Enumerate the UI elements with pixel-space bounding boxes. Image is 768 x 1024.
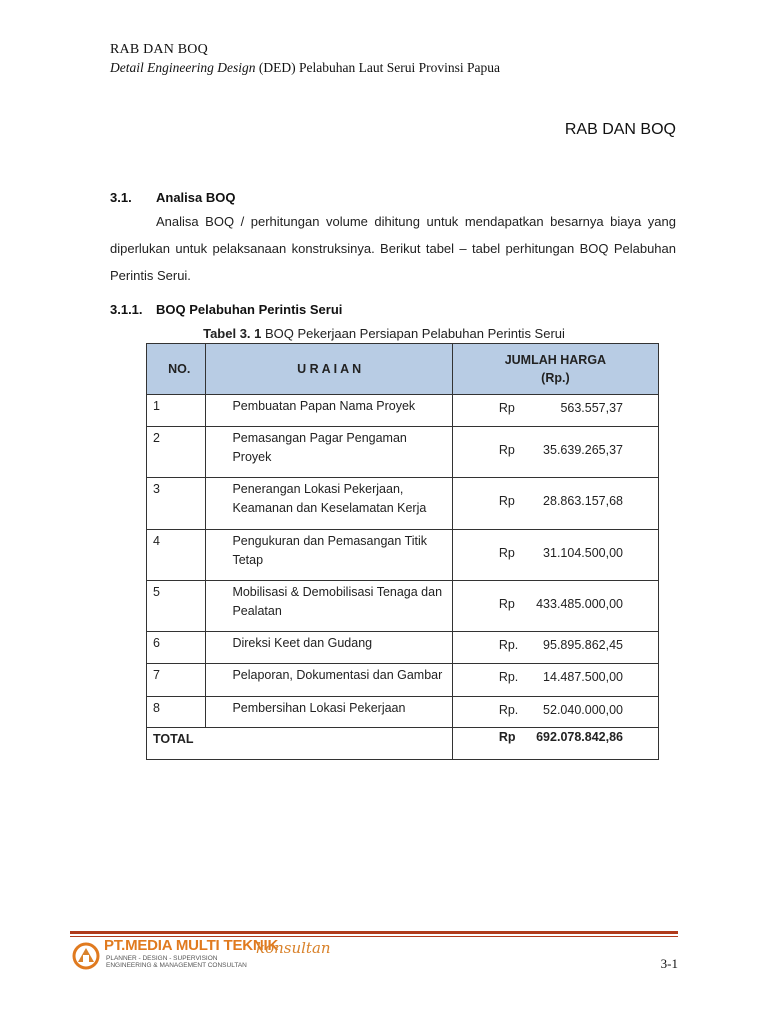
row-currency: Rp xyxy=(498,597,515,611)
row-amount: 31.104.500,00 xyxy=(543,546,623,560)
row-description: Penerangan Lokasi Pekerjaan, Keamanan dan Keselamatan Kerja xyxy=(206,478,452,530)
row-amount: 433.485.000,00 xyxy=(536,597,623,611)
row-currency: Rp xyxy=(498,546,515,560)
row-amount: 563.557,37 xyxy=(560,401,623,415)
row-amount-cell xyxy=(452,530,658,581)
logo-script-text: konsultan xyxy=(256,939,331,957)
header-jumlah-line1: JUMLAH HARGA xyxy=(504,353,607,367)
row-amount-cell xyxy=(452,664,658,697)
table-row xyxy=(147,697,659,728)
table-row xyxy=(147,581,659,632)
row-number: 7 xyxy=(147,664,206,697)
company-logo xyxy=(70,937,370,972)
row-amount-cell xyxy=(452,632,658,664)
row-amount: 14.487.500,00 xyxy=(543,670,623,684)
subsection-number: 3.1.1. xyxy=(110,302,143,317)
table-row xyxy=(147,427,659,478)
row-currency: Rp xyxy=(498,401,515,415)
row-currency: Rp xyxy=(498,494,515,508)
row-description: Pembuatan Papan Nama Proyek xyxy=(206,395,452,427)
chapter-title: RAB DAN BOQ xyxy=(564,121,676,138)
header-no: NO. xyxy=(147,344,206,395)
total-label: TOTAL xyxy=(147,728,453,760)
table-caption xyxy=(0,326,768,341)
row-currency: Rp. xyxy=(498,703,519,717)
total-amount-cell xyxy=(452,728,658,760)
row-description: Pembersihan Lokasi Pekerjaan xyxy=(206,697,452,728)
table-row xyxy=(147,530,659,581)
running-header-italic: Detail Engineering Design xyxy=(110,60,256,75)
row-currency: Rp. xyxy=(498,638,519,652)
row-amount-cell xyxy=(452,395,658,427)
row-currency: Rp xyxy=(498,443,515,457)
row-amount: 28.863.157,68 xyxy=(543,494,623,508)
row-number: 5 xyxy=(147,581,206,632)
row-number: 8 xyxy=(147,697,206,728)
row-number: 2 xyxy=(147,427,206,478)
row-number: 1 xyxy=(147,395,206,427)
row-number: 6 xyxy=(147,632,206,664)
table-row xyxy=(147,478,659,530)
row-description: Pemasangan Pagar Pengaman Proyek xyxy=(206,427,452,478)
row-description: Pengukuran dan Pemasangan Titik Tetap xyxy=(206,530,452,581)
row-currency: Rp. xyxy=(498,670,519,684)
logo-tagline-2: ENGINEERING & MANAGEMENT CONSULTAN xyxy=(106,962,247,969)
row-number: 4 xyxy=(147,530,206,581)
footer-rule-thick xyxy=(70,931,678,934)
row-description: Pelaporan, Dokumentasi dan Gambar xyxy=(206,664,452,697)
total-currency: Rp xyxy=(498,730,516,744)
table-total-row xyxy=(147,728,659,760)
table-row xyxy=(147,632,659,664)
section-number: 3.1. xyxy=(110,190,132,205)
table-caption-text: BOQ Pekerjaan Persiapan Pelabuhan Perintis Serui xyxy=(261,326,565,341)
row-amount: 35.639.265,37 xyxy=(543,443,623,457)
running-header-subtitle xyxy=(110,60,500,76)
table-header-row xyxy=(147,344,659,395)
row-amount-cell xyxy=(452,427,658,478)
row-description: Mobilisasi & Demobilisasi Tenaga dan Pealatan xyxy=(206,581,452,632)
header-uraian: U R A I A N xyxy=(206,344,452,395)
section-paragraph-text: Analisa BOQ / perhitungan volume dihitung untuk mendapatkan besarnya biaya yang diperlukan untuk pelaksanaan konstruksinya. Berikut tabel – tabel perhitungan BOQ Pelabuhan Perintis Serui. xyxy=(110,214,676,283)
header-jumlah-line2: (Rp.) xyxy=(541,371,570,385)
running-header-title: RAB DAN BOQ xyxy=(110,42,208,57)
subsection-title: BOQ Pelabuhan Perintis Serui xyxy=(156,302,343,317)
logo-company-name: PT.MEDIA MULTI TEKNIK xyxy=(104,937,279,954)
section-title: Analisa BOQ xyxy=(156,190,236,205)
row-number: 3 xyxy=(147,478,206,530)
table-row xyxy=(147,395,659,427)
row-amount: 95.895.862,45 xyxy=(543,638,623,652)
table-caption-label: Tabel 3. 1 xyxy=(203,326,262,341)
logo-mark-icon xyxy=(70,940,102,972)
header-jumlah xyxy=(452,344,658,395)
section-paragraph xyxy=(110,208,676,289)
boq-table xyxy=(146,343,659,760)
running-header-rest: (DED) Pelabuhan Laut Serui Provinsi Papua xyxy=(255,60,500,75)
row-amount-cell xyxy=(452,478,658,530)
logo-tagline-1: PLANNER - DESIGN - SUPERVISION xyxy=(106,955,218,962)
row-amount-cell xyxy=(452,581,658,632)
total-amount: 692.078.842,86 xyxy=(536,730,623,744)
table-row xyxy=(147,664,659,697)
row-amount: 52.040.000,00 xyxy=(543,703,623,717)
row-amount-cell xyxy=(452,697,658,728)
page-number: 3-1 xyxy=(660,956,678,971)
row-description: Direksi Keet dan Gudang xyxy=(206,632,452,664)
